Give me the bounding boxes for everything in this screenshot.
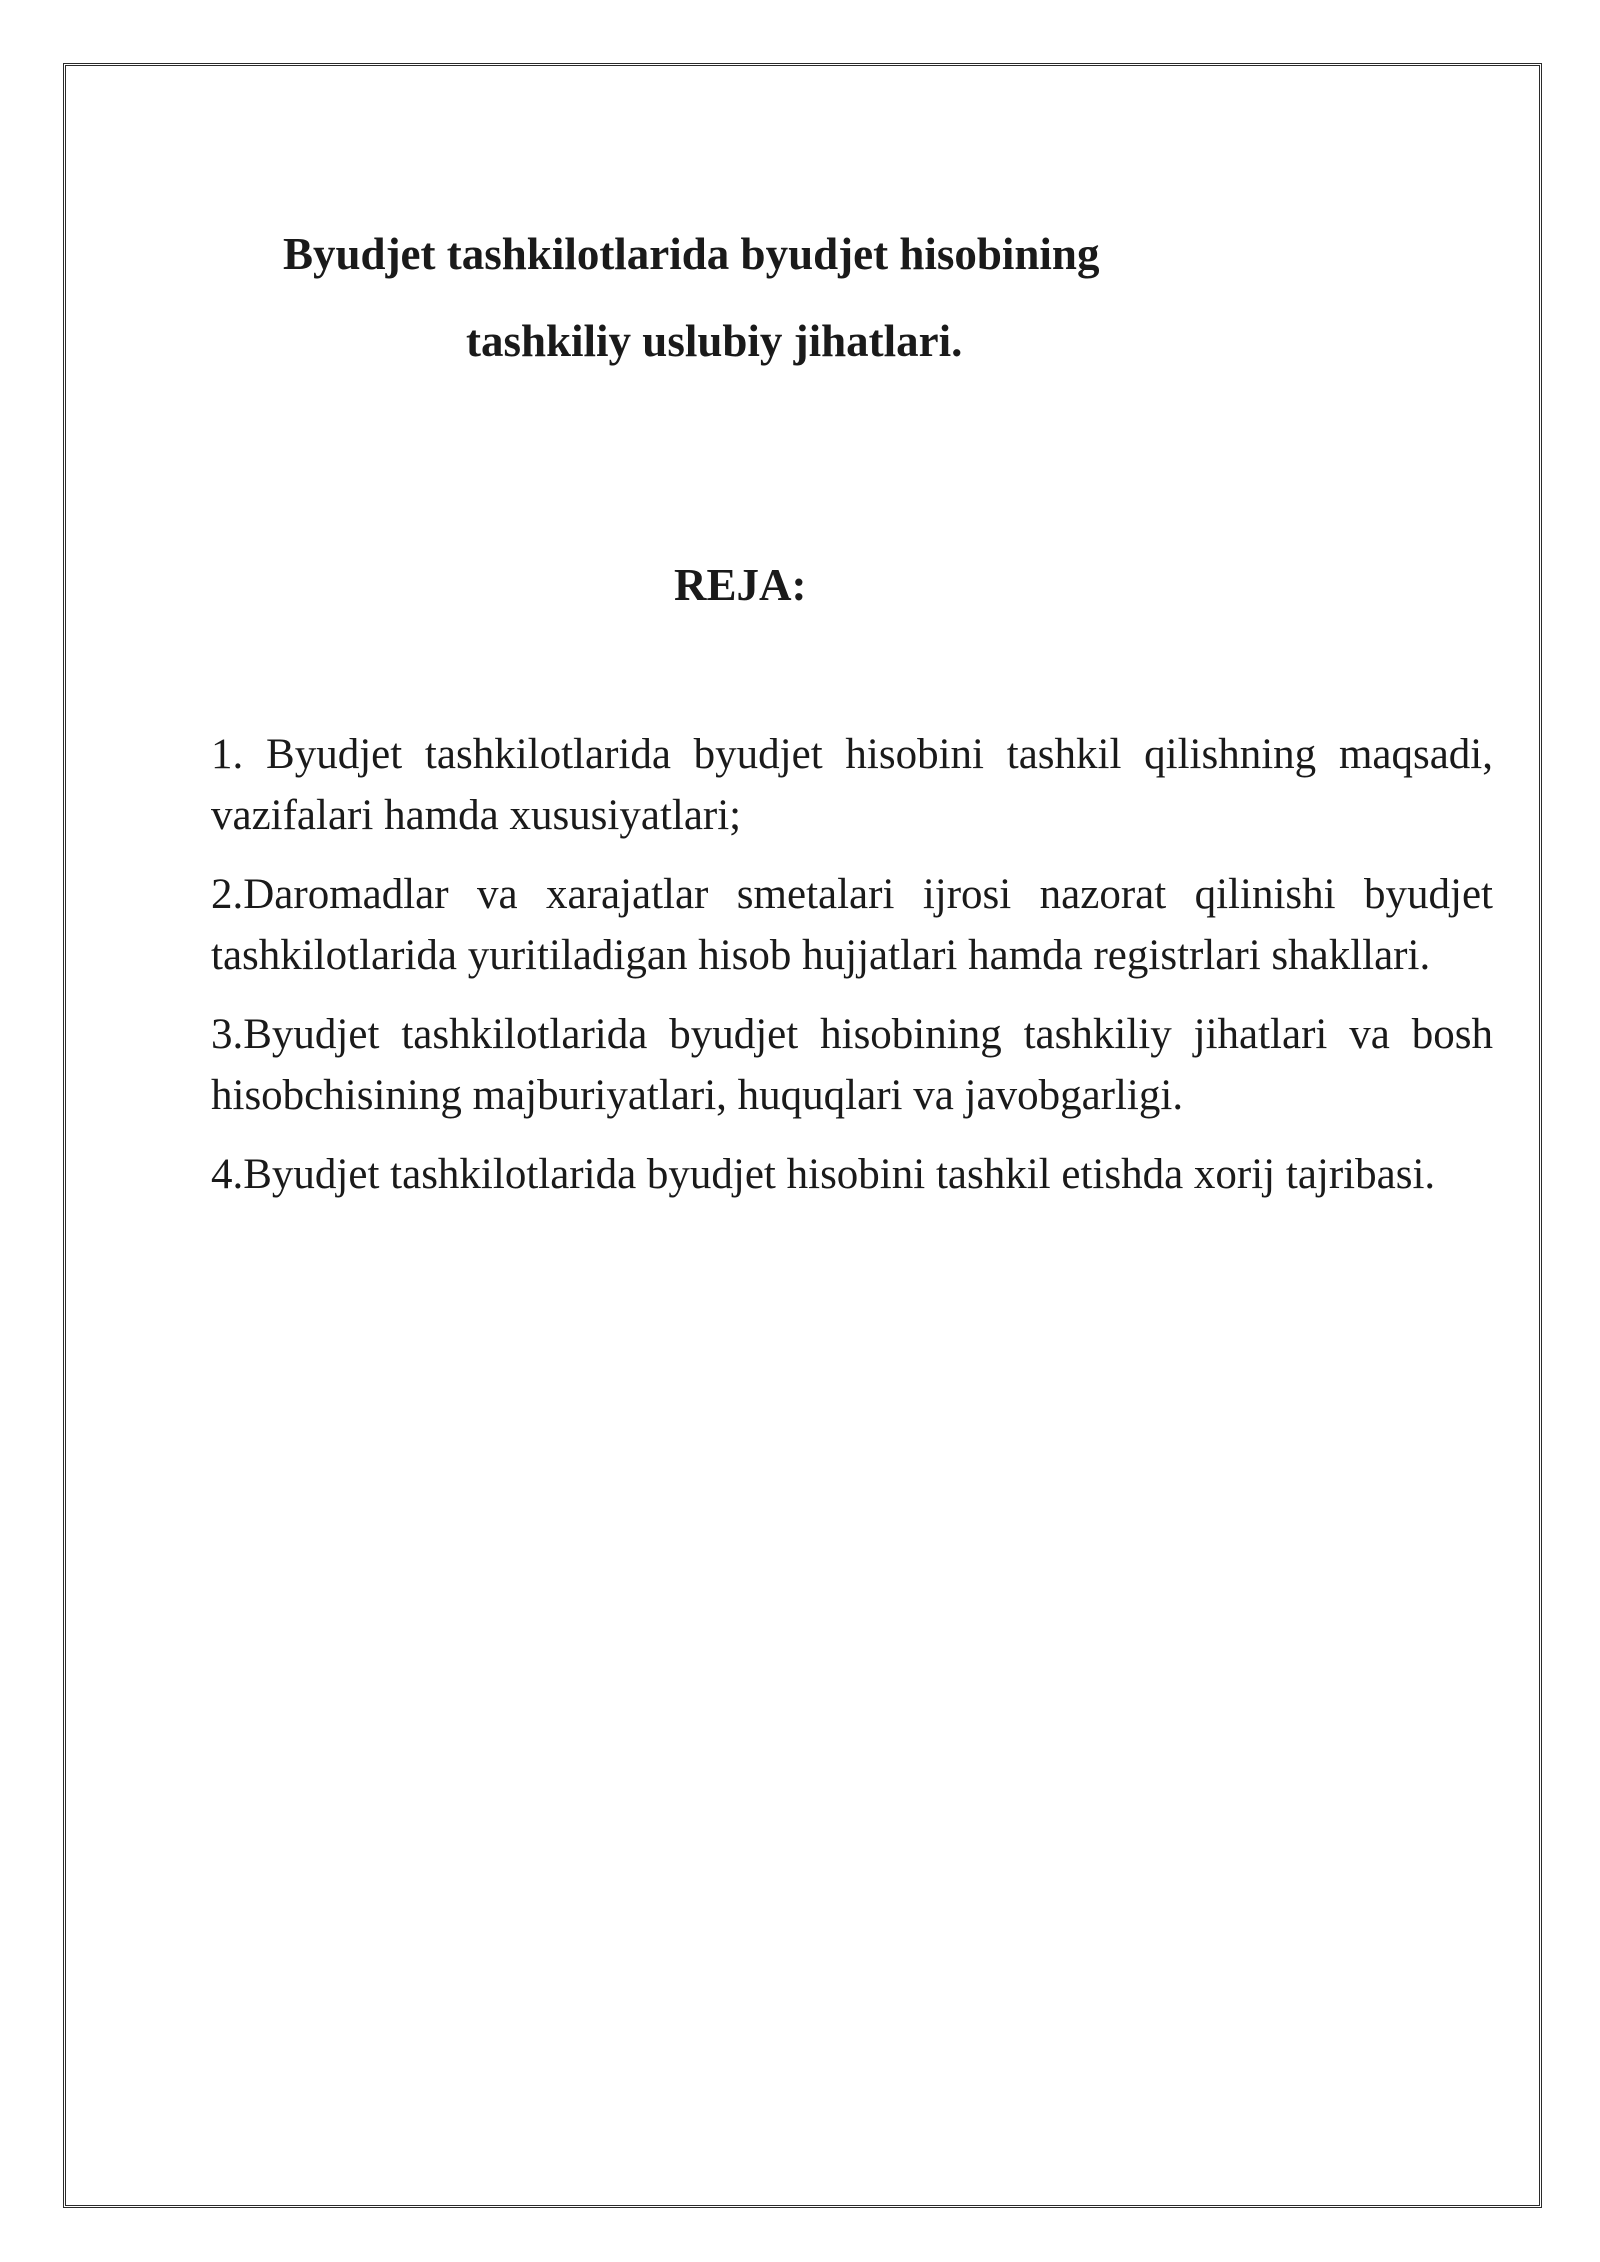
plan-item-3: 3.Byudjet tashkilotlarida byudjet hisobining tashkiliy jihatlari va bosh hisobchisining majburiyatlari, huquqlari va javobgarligi.: [211, 1011, 1493, 1119]
plan-item-1: 1. Byudjet tashkilotlarida byudjet hisobini tashkil qilishning maqsadi, vazifalari hamda xususiyatlari;: [211, 731, 1493, 839]
plan-heading: REJA:: [674, 560, 807, 610]
plan-item-2: 2.Daromadlar va xarajatlar smetalari ijrosi nazorat qilinishi byudjet tashkilotlarida yuritiladigan hisob hujjatlari hamda registrlari shakllari.: [211, 871, 1493, 979]
plan-item-4: 4.Byudjet tashkilotlarida byudjet hisobini tashkil etishda xorij tajribasi.: [211, 1151, 1436, 1198]
document-title-line-1: Byudjet tashkilotlarida byudjet hisobining: [283, 229, 1100, 279]
document-title-line-2: tashkiliy uslubiy jihatlari.: [466, 316, 963, 366]
plan-list: [211, 724, 1493, 1223]
